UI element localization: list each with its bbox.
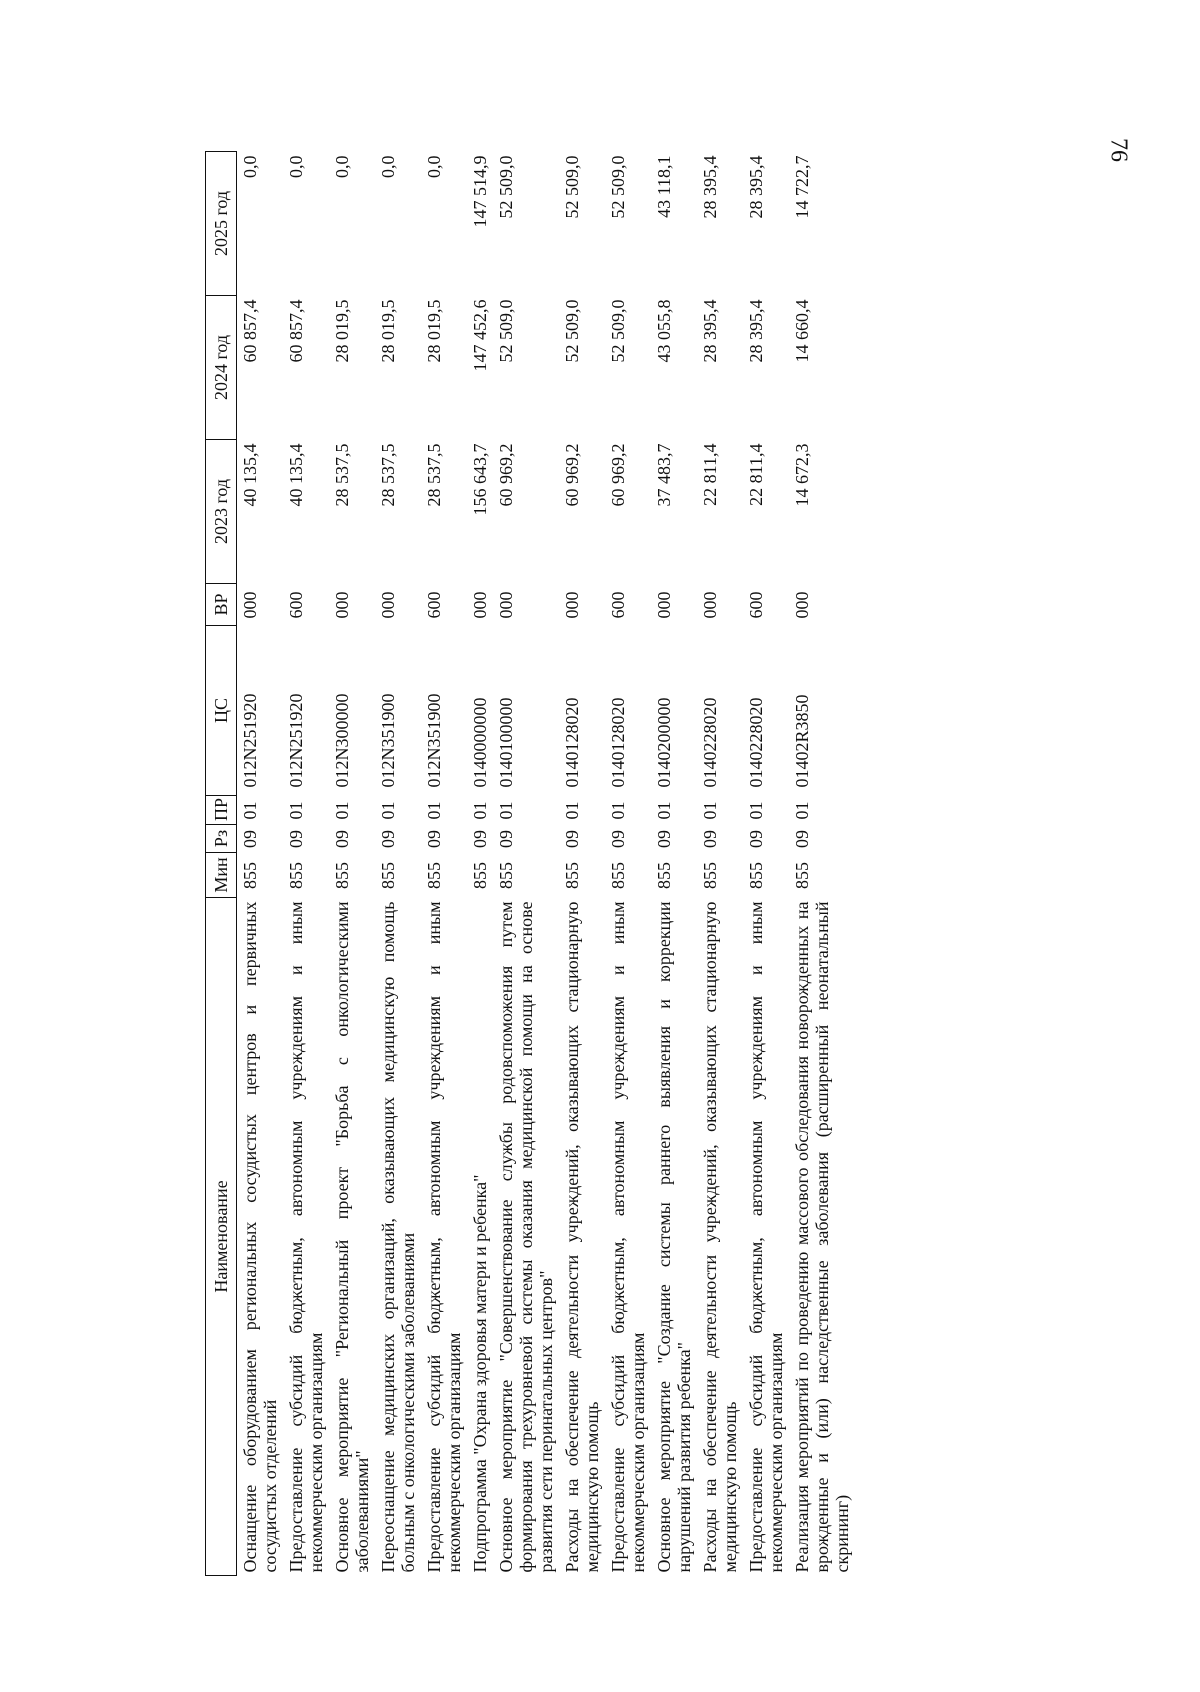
cell-2023: 22 811,4 <box>700 443 720 506</box>
cell-name: Основное мероприятие "Совершенствование службы родовспоможения путем формирования трехуровневой системы оказания медицинской помощи на основе развития сети перинатальных центров" <box>496 901 556 1573</box>
cell-2024: 52 509,0 <box>496 299 516 363</box>
cell-rz: 09 <box>792 830 812 848</box>
cell-vr: 000 <box>470 591 490 619</box>
cell-vr: 600 <box>608 591 628 619</box>
cell-name: Переоснащение медицинских организаций, оказывающих медицинскую помощь больным с онкологическими заболеваниями <box>378 901 418 1573</box>
cell-2024: 52 509,0 <box>608 299 628 363</box>
cell-min: 855 <box>332 862 352 889</box>
table-row <box>467 152 493 1576</box>
header-cs: ЦС <box>206 626 237 796</box>
cell-name: Оснащение оборудованием региональных сосудистых центров и первичных сосудистых отделений <box>240 901 280 1573</box>
cell-vr: 000 <box>240 591 260 619</box>
rotated-table-container <box>205 153 1005 1576</box>
cell-2024: 60 857,4 <box>240 299 260 363</box>
cell-cs: 012N251920 <box>240 693 260 788</box>
cell-2023: 37 483,7 <box>654 443 674 507</box>
cell-cs: 0140100000 <box>496 697 516 788</box>
cell-cs: 012N300000 <box>332 693 352 788</box>
table-row <box>375 152 421 1576</box>
header-name: Наименование <box>206 898 237 1576</box>
cell-cs: 012N351900 <box>424 693 444 788</box>
cell-2025: 0,0 <box>424 155 444 178</box>
cell-min: 855 <box>496 862 516 889</box>
cell-2025: 43 118,1 <box>654 155 674 218</box>
cell-vr: 600 <box>746 591 766 619</box>
cell-cs: 0140228020 <box>746 697 766 788</box>
cell-rz: 09 <box>378 830 398 848</box>
cell-2023: 40 135,4 <box>286 443 306 507</box>
budget-table <box>205 151 855 1576</box>
table-row <box>789 152 855 1576</box>
table-row <box>237 152 284 1576</box>
cell-vr: 000 <box>562 591 582 619</box>
cell-rz: 09 <box>424 830 444 848</box>
cell-pr: 01 <box>470 801 490 820</box>
cell-2023: 28 537,5 <box>332 443 352 507</box>
cell-cs: 0140000000 <box>470 697 490 788</box>
cell-2024: 28 395,4 <box>746 299 766 363</box>
cell-2025: 52 509,0 <box>608 155 628 219</box>
cell-rz: 09 <box>562 830 582 848</box>
cell-2024: 52 509,0 <box>562 299 582 363</box>
table-row <box>743 152 789 1576</box>
cell-2025: 14 722,7 <box>792 155 812 219</box>
cell-rz: 09 <box>240 830 260 848</box>
header-2024: 2024 год <box>206 296 237 440</box>
cell-name: Подпрограмма "Охрана здоровья матери и ребенка" <box>470 1174 490 1573</box>
cell-vr: 000 <box>700 591 720 619</box>
cell-pr: 01 <box>792 801 812 820</box>
table-row <box>329 152 375 1576</box>
cell-name: Предоставление субсидий бюджетным, автономным учреждениям и иным некоммерческим организациям <box>424 901 464 1573</box>
cell-2025: 52 509,0 <box>562 155 582 219</box>
cell-2024: 43 055,8 <box>654 299 674 363</box>
cell-name: Предоставление субсидий бюджетным, автономным учреждениям и иным некоммерческим организациям <box>746 901 786 1573</box>
cell-rz: 09 <box>746 830 766 848</box>
cell-cs: 01402R3850 <box>792 694 812 788</box>
cell-name: Предоставление субсидий бюджетным, автономным учреждениям и иным некоммерческим организациям <box>286 901 326 1573</box>
header-2025: 2025 год <box>206 152 237 296</box>
cell-min: 855 <box>562 862 582 889</box>
cell-2023: 60 969,2 <box>608 443 628 507</box>
cell-2023: 22 811,4 <box>746 443 766 506</box>
table-row <box>283 152 329 1576</box>
cell-2025: 0,0 <box>240 155 260 178</box>
cell-vr: 600 <box>286 591 306 619</box>
cell-2025: 0,0 <box>286 155 306 178</box>
cell-2025: 28 395,4 <box>746 155 766 219</box>
cell-min: 855 <box>654 862 674 889</box>
cell-pr: 01 <box>240 801 260 820</box>
cell-2024: 147 452,6 <box>470 299 490 372</box>
cell-vr: 000 <box>378 591 398 619</box>
cell-pr: 01 <box>562 801 582 820</box>
cell-2025: 52 509,0 <box>496 155 516 219</box>
cell-min: 855 <box>700 862 720 889</box>
cell-2024: 28 019,5 <box>332 299 352 363</box>
cell-name: Расходы на обеспечение деятельности учреждений, оказывающих стационарную медицинскую помощь <box>562 901 602 1573</box>
header-pr: ПР <box>206 796 237 825</box>
cell-pr: 01 <box>654 801 674 820</box>
table-row <box>697 152 743 1576</box>
cell-2024: 14 660,4 <box>792 299 812 363</box>
cell-cs: 0140228020 <box>700 697 720 788</box>
table-row <box>605 152 651 1576</box>
cell-min: 855 <box>240 862 260 889</box>
cell-name: Основное мероприятие "Создание системы раннего выявления и коррекции нарушений развития ребенка" <box>654 901 694 1573</box>
cell-vr: 000 <box>496 591 516 619</box>
cell-2023: 28 537,5 <box>378 443 398 507</box>
cell-2023: 156 643,7 <box>470 443 490 516</box>
cell-pr: 01 <box>332 801 352 820</box>
cell-2023: 60 969,2 <box>496 443 516 507</box>
cell-2025: 0,0 <box>332 155 352 178</box>
cell-2024: 60 857,4 <box>286 299 306 363</box>
cell-name: Основное мероприятие "Региональный проект "Борьба с онкологическими заболеваниями" <box>332 901 372 1573</box>
cell-cs: 012N251920 <box>286 693 306 788</box>
cell-pr: 01 <box>424 801 444 820</box>
cell-rz: 09 <box>700 830 720 848</box>
cell-vr: 000 <box>792 591 812 619</box>
cell-pr: 01 <box>378 801 398 820</box>
header-vr: ВР <box>206 584 237 626</box>
cell-vr: 000 <box>332 591 352 619</box>
table-row <box>493 152 559 1576</box>
cell-2023: 28 537,5 <box>424 443 444 507</box>
table-row <box>651 152 697 1576</box>
cell-rz: 09 <box>608 830 628 848</box>
cell-name: Расходы на обеспечение деятельности учреждений, оказывающих стационарную медицинскую помощь <box>700 901 740 1573</box>
cell-2024: 28 019,5 <box>424 299 444 363</box>
cell-cs: 012N351900 <box>378 693 398 788</box>
cell-pr: 01 <box>700 801 720 820</box>
cell-2023: 60 969,2 <box>562 443 582 507</box>
cell-pr: 01 <box>496 801 516 820</box>
cell-rz: 09 <box>332 830 352 848</box>
cell-rz: 09 <box>496 830 516 848</box>
cell-min: 855 <box>378 862 398 889</box>
cell-pr: 01 <box>286 801 306 820</box>
cell-cs: 0140200000 <box>654 697 674 788</box>
cell-2023: 40 135,4 <box>240 443 260 507</box>
cell-name: Реализация мероприятий по проведению массового обследования новорожденных на врожденные и (или) наследственные заболевания (расширенный неонатальный скрининг) <box>792 901 852 1573</box>
table-header-row <box>206 152 237 1576</box>
cell-vr: 000 <box>654 591 674 619</box>
cell-rz: 09 <box>470 830 490 848</box>
header-min: Мин <box>206 853 237 898</box>
cell-pr: 01 <box>608 801 628 820</box>
header-2023: 2023 год <box>206 440 237 584</box>
cell-cs: 0140128020 <box>608 697 628 788</box>
cell-min: 855 <box>470 862 490 889</box>
table-row <box>421 152 467 1576</box>
cell-2025: 147 514,9 <box>470 155 490 228</box>
cell-name: Предоставление субсидий бюджетным, автономным учреждениям и иным некоммерческим организациям <box>608 901 648 1573</box>
cell-rz: 09 <box>654 830 674 848</box>
cell-vr: 600 <box>424 591 444 619</box>
header-rz: Рз <box>206 825 237 853</box>
page-number: 76 <box>1105 138 1132 162</box>
cell-min: 855 <box>746 862 766 889</box>
cell-pr: 01 <box>746 801 766 820</box>
cell-2025: 28 395,4 <box>700 155 720 219</box>
table-row <box>559 152 605 1576</box>
cell-min: 855 <box>424 862 444 889</box>
cell-rz: 09 <box>286 830 306 848</box>
cell-cs: 0140128020 <box>562 697 582 788</box>
cell-2024: 28 395,4 <box>700 299 720 363</box>
cell-2024: 28 019,5 <box>378 299 398 363</box>
cell-min: 855 <box>792 862 812 889</box>
cell-2023: 14 672,3 <box>792 443 812 507</box>
cell-min: 855 <box>286 862 306 889</box>
cell-2025: 0,0 <box>378 155 398 178</box>
cell-min: 855 <box>608 862 628 889</box>
